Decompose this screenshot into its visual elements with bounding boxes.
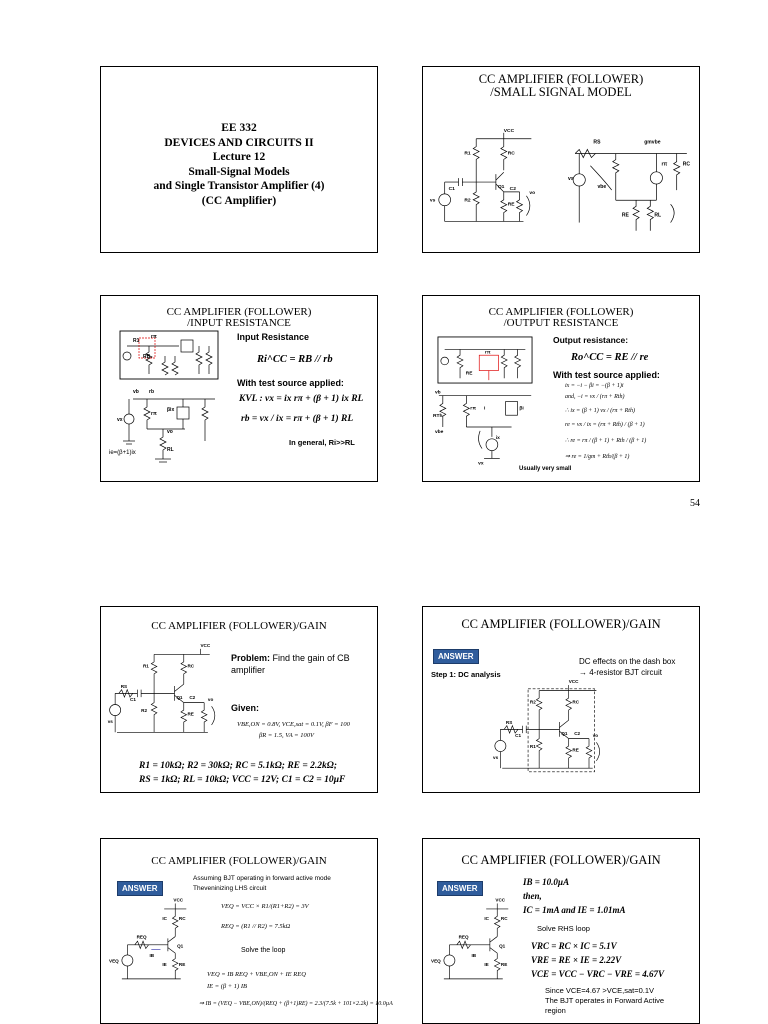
ic-ie-values: IC = 1mA and IE = 1.01mA <box>523 905 626 915</box>
svg-text:VCC: VCC <box>200 643 211 648</box>
slide-title: CC AMPLIFIER (FOLLOWER)/GAIN <box>151 855 327 867</box>
svg-text:βi: βi <box>519 406 524 412</box>
test-current-equation: ∴ ix = (β + 1) vx / (rπ + Rth) <box>565 408 635 414</box>
svg-text:R1: R1 <box>464 151 471 157</box>
solve-rhs-label: Solve RHS loop <box>537 924 590 933</box>
svg-text:Q1: Q1 <box>499 943 506 949</box>
svg-text:RE: RE <box>500 962 508 967</box>
ib-result-equation: ⇒ IB = (VEQ − VBE,ON)/(REQ + (β+1)RE) = 2.3/(7.5k + 101×2.2k) = 10.0µA <box>199 1001 393 1007</box>
conclusion-line2: region <box>545 1006 566 1015</box>
ib-value: IB = 10.0µA <box>523 877 570 887</box>
lecture-topic: Small-Signal Models <box>188 165 290 178</box>
svg-text:vs: vs <box>107 719 113 725</box>
svg-text:IC: IC <box>162 916 167 921</box>
svg-text:vo: vo <box>592 732 599 738</box>
problem-text: Find the gain of CB <box>272 653 350 663</box>
answer-badge: ANSWER <box>437 881 483 896</box>
svg-text:C2: C2 <box>574 730 581 736</box>
general-note: In general, Ri>>RL <box>289 438 355 447</box>
vre-equation: VRE = RE × IE = 2.22V <box>531 955 622 965</box>
svg-text:vx: vx <box>117 417 123 423</box>
cc-amplifier-circuit-diagram <box>425 129 553 241</box>
svg-text:vbe: vbe <box>434 429 444 435</box>
svg-text:Q1: Q1 <box>177 943 184 949</box>
rb-equation: rb = vx / ix = rπ + (β + 1) RL <box>241 414 354 424</box>
dc-analysis-step: Step 1: DC analysis <box>431 670 501 679</box>
svg-text:RE: RE <box>178 962 186 967</box>
svg-text:VEQ: VEQ <box>109 958 119 964</box>
output-resistance-equation: Ro^CC = RE // re <box>571 352 649 363</box>
svg-text:RE: RE <box>572 747 579 753</box>
svg-text:IE: IE <box>484 962 489 967</box>
test-source-label: With test source applied: <box>553 370 660 380</box>
svg-text:C1: C1 <box>515 732 522 738</box>
component-values-line2: RS = 1kΩ; RL = 10kΩ; VCC = 12V; C1 = C2 = 10µF <box>139 775 346 785</box>
svg-text:VCC: VCC <box>568 679 579 685</box>
slide-title-line2: /INPUT RESISTANCE <box>187 317 291 329</box>
course-code: EE 332 <box>221 122 257 134</box>
svg-text:REQ: REQ <box>136 934 147 940</box>
slide-title: CC AMPLIFIER (FOLLOWER)/GAIN <box>151 620 327 632</box>
svg-text:IB: IB <box>471 952 477 958</box>
rhs-loop-circuit-diagram <box>431 897 523 985</box>
slide-dc-analysis <box>422 606 700 793</box>
input-resistance-heading: Input Resistance <box>237 332 310 342</box>
thevenin-circuit-diagram <box>109 897 201 985</box>
svg-text:R2: R2 <box>464 198 471 204</box>
svg-text:RC: RC <box>178 916 186 921</box>
answer-badge: ANSWER <box>117 881 163 896</box>
svg-text:rπ: rπ <box>661 161 668 168</box>
svg-text:Q1: Q1 <box>497 184 505 190</box>
req-equation: REQ = (R1 // R2) = 7.5kΩ <box>221 923 291 930</box>
svg-text:RC: RC <box>572 699 580 705</box>
usually-small-note: Usually very small <box>519 466 572 472</box>
svg-text:RE: RE <box>507 202 515 208</box>
svg-text:IE: IE <box>162 962 167 967</box>
svg-text:RS: RS <box>505 719 513 725</box>
svg-text:C1: C1 <box>129 696 136 702</box>
svg-text:rπ: rπ <box>151 411 157 417</box>
svg-text:vb: vb <box>133 389 139 395</box>
vce-equation: VCE = VCC − VRC − VRE = 4.67V <box>531 969 664 979</box>
slide-input-resistance <box>100 295 378 482</box>
slide-gain-problem <box>100 606 378 793</box>
current-equation: ix = −i − βi = −(β + 1)i <box>565 383 624 389</box>
svg-text:VCC: VCC <box>503 128 515 134</box>
dc-circuit-diagram <box>493 679 613 785</box>
svg-text:i: i <box>484 406 486 412</box>
svg-text:vs: vs <box>429 198 436 204</box>
vrc-equation: VRC = RC × IC = 5.1V <box>531 941 617 951</box>
conclusion-line1: The BJT operates in Forward Active <box>545 996 665 1005</box>
svg-text:RTh: RTh <box>433 414 443 420</box>
re-equation: re = vx / ix = (rπ + Rth) / (β + 1) <box>565 422 645 428</box>
svg-text:RE: RE <box>621 212 629 219</box>
svg-text:RL: RL <box>654 212 662 219</box>
slide-title <box>100 66 378 253</box>
svg-text:R2: R2 <box>141 707 148 713</box>
veq-equation: VEQ = VCC × R1/(R1+R2) = 3V <box>221 903 309 910</box>
problem-statement <box>231 653 350 663</box>
lecture-title-block <box>101 121 377 208</box>
svg-text:vs: vs <box>568 175 574 182</box>
svg-text:rπ: rπ <box>485 350 491 356</box>
svg-text:βix: βix <box>167 407 175 413</box>
svg-text:rπ: rπ <box>470 406 476 412</box>
svg-text:R1: R1 <box>529 743 536 749</box>
assumption-line2: Theveninizing LHS circuit <box>193 885 267 892</box>
comparison-note: Since VCE=4.67 >VCE,sat=0.1V <box>545 986 655 995</box>
slide-title-line2: /OUTPUT RESISTANCE <box>503 317 619 329</box>
slide-title-line1: CC AMPLIFIER (FOLLOWER) <box>488 306 634 318</box>
slide-small-signal-model <box>422 66 700 253</box>
q1-parameters-line2: βR = 1.5, VA = 100V <box>259 732 314 739</box>
problem-text-line2: amplifier <box>231 665 266 675</box>
svg-text:vs: vs <box>493 754 499 760</box>
svg-text:Q1: Q1 <box>176 694 183 700</box>
input-resistance-equation: Ri^CC = RB // rb <box>257 354 333 365</box>
svg-text:VCC: VCC <box>173 897 184 903</box>
page-number: 54 <box>690 498 700 509</box>
output-resistance-heading: Output resistance: <box>553 335 629 345</box>
svg-text:vbe: vbe <box>597 184 607 191</box>
slide-title: CC AMPLIFIER (FOLLOWER)/GAIN <box>461 617 661 631</box>
svg-text:REQ: REQ <box>458 934 469 940</box>
svg-text:vo: vo <box>529 190 536 196</box>
svg-text:rπ: rπ <box>151 334 157 340</box>
svg-text:RS: RS <box>593 139 601 146</box>
output-test-circuit-diagram <box>433 386 541 468</box>
svg-text:vb: vb <box>434 390 441 396</box>
svg-text:RC: RC <box>682 161 691 168</box>
slide-solve-ib <box>100 838 393 1024</box>
svg-text:R1: R1 <box>133 338 140 344</box>
svg-text:Q1: Q1 <box>561 730 568 736</box>
loop-equation1: VEQ = IB REQ + VBE,ON + IE REQ <box>207 971 306 978</box>
svg-text:IC: IC <box>484 916 489 921</box>
lecture-focus: (CC Amplifier) <box>201 194 277 207</box>
slide-title-line1: CC AMPLIFIER (FOLLOWER) <box>166 306 312 318</box>
output-resistance-circuit-diagram <box>433 336 537 384</box>
svg-text:C2: C2 <box>509 186 516 192</box>
base-current-equation: and, −i = vx / (rπ + Rth) <box>565 394 625 400</box>
slide-title: CC AMPLIFIER (FOLLOWER)/GAIN <box>461 853 661 867</box>
svg-text:VCC: VCC <box>495 897 506 903</box>
svg-text:C1: C1 <box>448 186 455 192</box>
slide-title-line2: /SMALL SIGNAL MODEL <box>490 85 632 99</box>
svg-text:RL: RL <box>167 447 174 453</box>
input-resistance-circuit-diagram <box>119 330 219 380</box>
svg-text:RC: RC <box>187 663 195 669</box>
svg-text:IB: IB <box>149 952 155 958</box>
answer-badge: ANSWER <box>433 649 479 664</box>
problem-circuit-diagram <box>107 643 229 749</box>
svg-text:vo: vo <box>167 429 173 435</box>
svg-text:RC: RC <box>507 151 515 157</box>
re-final-equation: ⇒ re = 1/gm + Rth/(β + 1) <box>565 454 630 460</box>
svg-text:RS: RS <box>120 683 128 689</box>
svg-text:R2: R2 <box>529 699 536 705</box>
lecture-subtopic: and Single Transistor Amplifier (4) <box>153 180 325 192</box>
q1-parameters-line1: VBE,ON = 0.8V, VCE,sat = 0.1V, βF = 100 <box>237 721 350 728</box>
slide-operating-region <box>422 838 700 1024</box>
course-name: DEVICES AND CIRCUITS II <box>164 136 314 149</box>
dc-effects-note: DC effects on the dash box <box>579 657 676 666</box>
svg-text:RE: RE <box>465 371 473 377</box>
emitter-current-label: ie=(β+1)ix <box>109 450 136 456</box>
svg-text:RC: RC <box>500 916 508 921</box>
svg-text:gmvbe: gmvbe <box>644 139 661 146</box>
svg-text:RB: RB <box>143 354 151 360</box>
lecture-number: Lecture 12 <box>212 151 266 163</box>
svg-text:R1: R1 <box>142 663 149 669</box>
slide-title-line1: CC AMPLIFIER (FOLLOWER) <box>478 72 644 86</box>
problem-label: Problem: <box>231 653 271 663</box>
svg-text:VEQ: VEQ <box>431 958 441 964</box>
loop-equation2: IE = (β + 1) IB <box>207 983 247 990</box>
svg-text:vo: vo <box>207 696 214 702</box>
svg-text:rb: rb <box>149 389 154 395</box>
re-split-equation: ∴ re = rπ / (β + 1) + Rth / (β + 1) <box>565 438 647 444</box>
four-resistor-note: → 4-resistor BJT circuit <box>579 668 662 677</box>
slide-output-resistance <box>422 295 700 482</box>
assumption-line1: Assuming BJT operating in forward active mode <box>193 875 331 882</box>
svg-text:RE: RE <box>187 711 194 717</box>
kvl-equation: KVL : vx = ix rπ + (β + 1) ix RL <box>239 394 364 404</box>
test-source-label: With test source applied: <box>237 378 344 388</box>
svg-text:ix: ix <box>495 435 500 441</box>
solve-loop-label: Solve the loop <box>241 947 286 954</box>
given-label: Given: <box>231 703 260 713</box>
svg-text:vx: vx <box>478 461 484 467</box>
small-signal-equivalent-diagram <box>565 129 697 241</box>
component-values-line1: R1 = 10kΩ; R2 = 30kΩ; RC = 5.1kΩ; RE = 2.2kΩ; <box>139 761 338 771</box>
svg-text:C2: C2 <box>189 694 196 700</box>
then-label: then, <box>523 891 542 901</box>
